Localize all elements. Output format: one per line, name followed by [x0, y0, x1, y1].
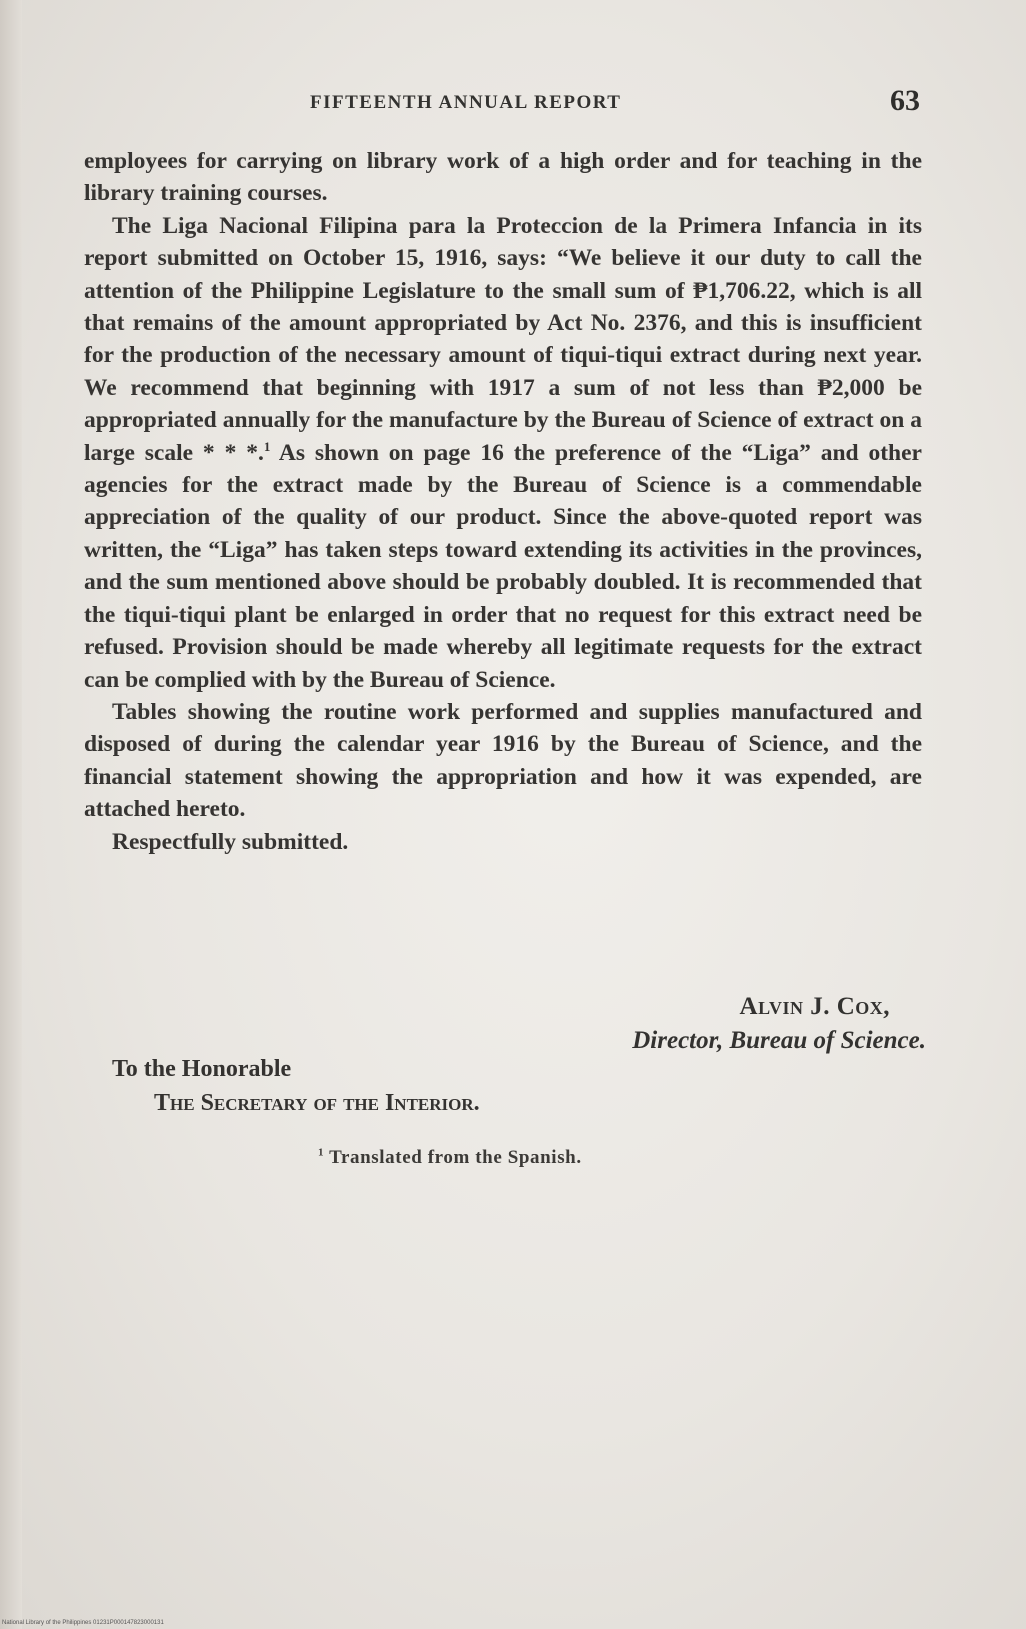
addressee-line-1: To the Honorable [112, 1056, 292, 1082]
scan-credit: National Library of the Philippines 01231P000147823000131 [2, 1620, 164, 1626]
page-edge-shadow [0, 0, 22, 1629]
paragraph-2 [84, 210, 922, 696]
footnote-reference: 1 [263, 438, 271, 454]
paragraph-2-part-a: The Liga Nacional Filipina para la Proteccion de la Primera Infancia in its report submitted on October 15, 1916, says: “We believe it our duty to call the attention of the Philippine Legislature to the small sum of ₱1,706.22, which is all that remains of the amount appropriated by Act No. 2376, and this is insufficient for the production of the necessary amount of tiqui-tiqui extract during next year. We recommend that beginning with 1917 a sum of not less than ₱2,000 be appropriated annually for the manufacture by the Bureau of Science of extract on a large scale * * *. [84, 212, 922, 466]
body-text [84, 145, 922, 858]
footnote-text: Translated from the Spanish. [329, 1147, 582, 1168]
addressee-line-2: The Secretary of the Interior. [154, 1090, 480, 1116]
signatory-name: Alvin J. Cox, [739, 993, 890, 1020]
paragraph-2-part-b: As shown on page 16 the preference of the “Liga” and other agencies for the extract made by the Bureau of Science is a commendable appreciation of the quality of our product. Since the above-quoted report was written, the “Liga” has taken steps toward extending its activities in the provinces, and the sum mentioned above should be probably doubled. It is recommended that the tiqui-tiqui plant be enlarged in order that no request for this extract need be refused. Provision should be made whereby all legitimate requests for the extract can be complied with by the Bureau of Science. [84, 439, 922, 693]
paragraph-4: Respectfully submitted. [112, 828, 349, 855]
paragraph-1: employees for carrying on library work of a high order and for teaching in the library training courses. [84, 148, 922, 207]
page-header [84, 84, 922, 124]
footnote-marker: 1 [318, 1146, 325, 1159]
addressee-block [112, 1052, 480, 1120]
page-number: 63 [890, 84, 920, 117]
signatory-title: Director, Bureau of Science. [632, 1027, 926, 1054]
paragraph-3: Tables showing the routine work performed and supplies manufactured and disposed of during the calendar year 1916 by the Bureau of Science, and the financial statement showing the appropriation and how it was expended, are attached hereto. [84, 698, 922, 823]
running-title: FIFTEENTH ANNUAL REPORT [310, 92, 622, 113]
footnote [318, 1147, 582, 1169]
signature-block [632, 990, 926, 1058]
